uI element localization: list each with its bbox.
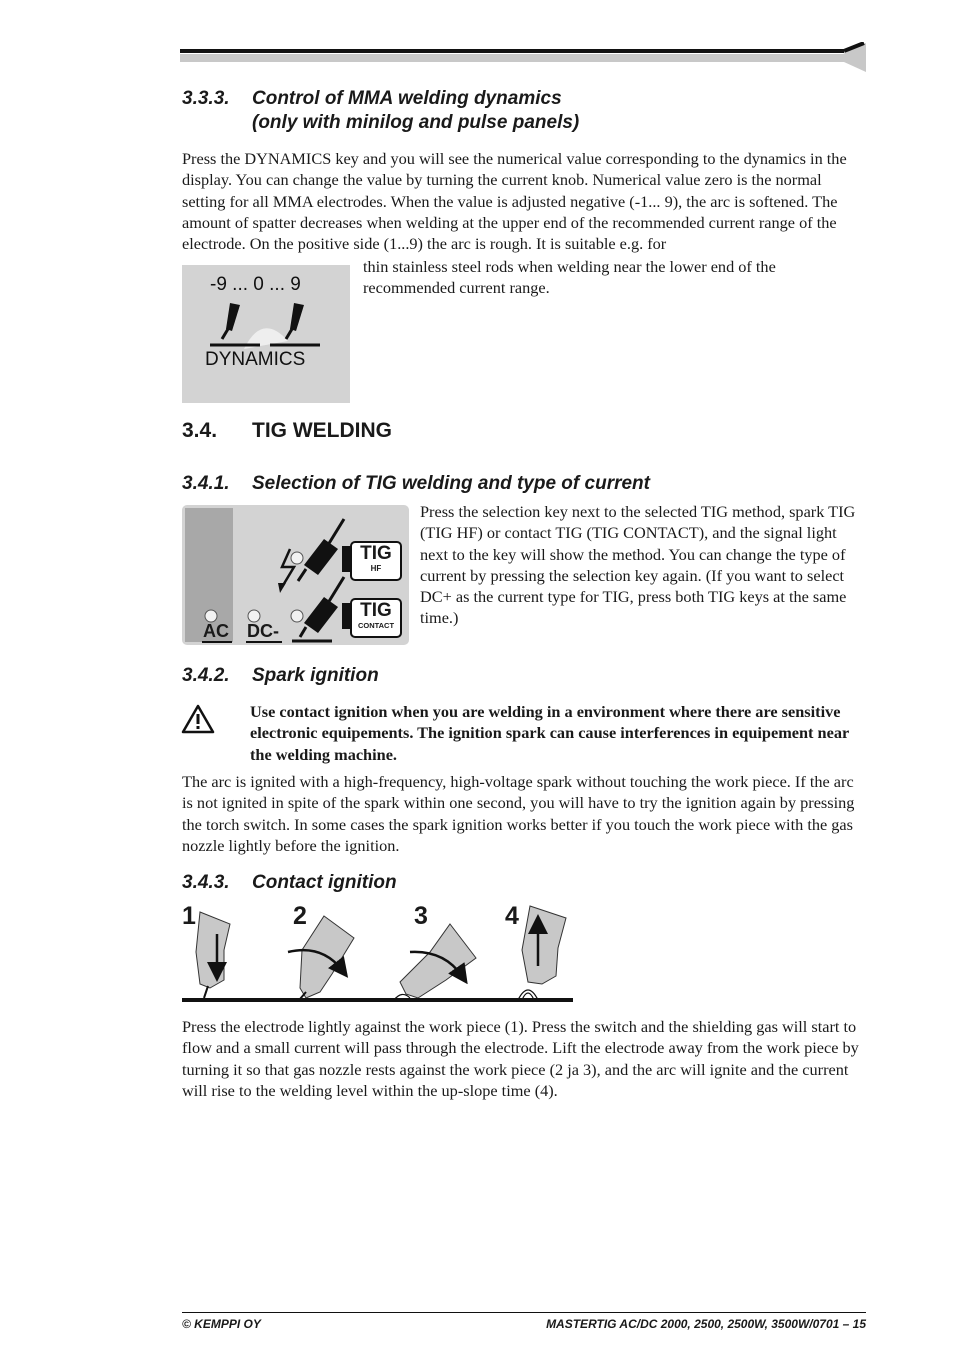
- section-3-4-1-heading: [182, 472, 650, 496]
- section-number: 3.4.: [182, 419, 218, 442]
- tig-hf-sub: HF: [370, 564, 382, 573]
- section-title: Control of MMA welding dynamics: [252, 88, 562, 109]
- dynamics-panel-image: [182, 265, 350, 403]
- section-number: 3.4.3.: [182, 872, 230, 893]
- footer-rule: [182, 1312, 866, 1313]
- warning-icon: [181, 704, 215, 734]
- dynamics-range-label: -9 ... 0 ... 9: [210, 274, 301, 295]
- ac-label: AC: [203, 621, 229, 641]
- step-label-3: 3: [414, 902, 428, 930]
- footer-page-info: MASTERTIG AC/DC 2000, 2500, 2500W, 3500W/0701 – 15: [546, 1317, 866, 1331]
- tig-contact-title: TIG: [360, 600, 392, 621]
- section-3-3-3-heading: [182, 87, 579, 135]
- section-number: 3.4.1.: [182, 473, 230, 494]
- spark-ignition-paragraph: The arc is ignited with a high-frequency, high-voltage spark without touching the work piece. If the arc is not ignited in spite of the spark within one second, you will have to try the ignition again by pressing the torch switch. In some cases the spark ignition works better if you touch the work piece with the gas nozzle lightly before the ignition.: [182, 772, 855, 855]
- contact-ignition-diagram: [182, 902, 574, 1004]
- tig-selection-paragraph: Press the selection key next to the selected TIG method, spark TIG (TIG HF) or contact TIG (TIG CONTACT), and the signal light next to the key will show the method. You can change the type of current by pressing the selection key again. (If you want to select DC+ as the current type for TIG, press both TIG keys at the same time.): [420, 502, 856, 628]
- tig-contact-sub: CONTACT: [357, 621, 395, 630]
- step-label-2: 2: [293, 902, 307, 930]
- tig-panel-image: [182, 505, 409, 645]
- section-number: 3.3.3.: [182, 88, 230, 109]
- tig-hf-button[interactable]: [350, 541, 402, 581]
- dynamics-paragraph: Press the DYNAMICS key and you will see the numerical value corresponding to the dynamics in the display. You can change the value by turning the current knob. Numerical value zero is the normal setting for all MMA electrodes. When the value is adjusted negative (-1... 9), the arc is softened. The amount of spatter decreases when welding at the upper end of the recommended current range of the electrode. On the positive side (1...9) the arc is rough. It is suitable e.g. for: [182, 149, 847, 254]
- section-3-4-2-heading: [182, 664, 379, 688]
- dynamics-key-label: DYNAMICS: [205, 349, 306, 370]
- step-label-4: 4: [505, 902, 519, 930]
- section-subtitle: (only with minilog and pulse panels): [252, 112, 580, 133]
- section-3-4-3-heading: [182, 871, 397, 895]
- section-number: 3.4.2.: [182, 665, 230, 686]
- tig-hf-title: TIG: [360, 543, 392, 564]
- torch-sequence-icons: [182, 902, 574, 1004]
- step-label-1: 1: [182, 902, 196, 930]
- footer-copyright: © KEMPPI OY: [182, 1317, 261, 1331]
- contact-ignition-paragraph: Press the electrode lightly against the work piece (1). Press the switch and the shielding gas will start to flow and a small current will pass through the electrode. Lift the electrode away from the work piece by turning it so that gas nozzle rests against the work piece (2 ja 3), and the arc will ignite and the current will rise to the welding level within the up-slope time (4).: [182, 1017, 859, 1100]
- warning-text: Use contact ignition when you are welding in a environment where there are sensitive electronic equipements. The ignition spark can cause interferences in equipement near the welding machine.: [250, 702, 849, 764]
- section-title: Contact ignition: [252, 872, 397, 893]
- header-rule: [180, 42, 866, 74]
- section-title: TIG WELDING: [252, 419, 392, 442]
- section-title: Spark ignition: [252, 665, 379, 686]
- section-title: Selection of TIG welding and type of current: [252, 473, 650, 494]
- electrode-icon: [202, 297, 332, 353]
- tig-contact-button[interactable]: [350, 598, 402, 638]
- section-3-4-heading: [182, 419, 392, 443]
- dc-minus-label: DC-: [247, 621, 279, 641]
- dynamics-paragraph-continued: thin stainless steel rods when welding near the lower end of the recommended current range.: [363, 257, 776, 298]
